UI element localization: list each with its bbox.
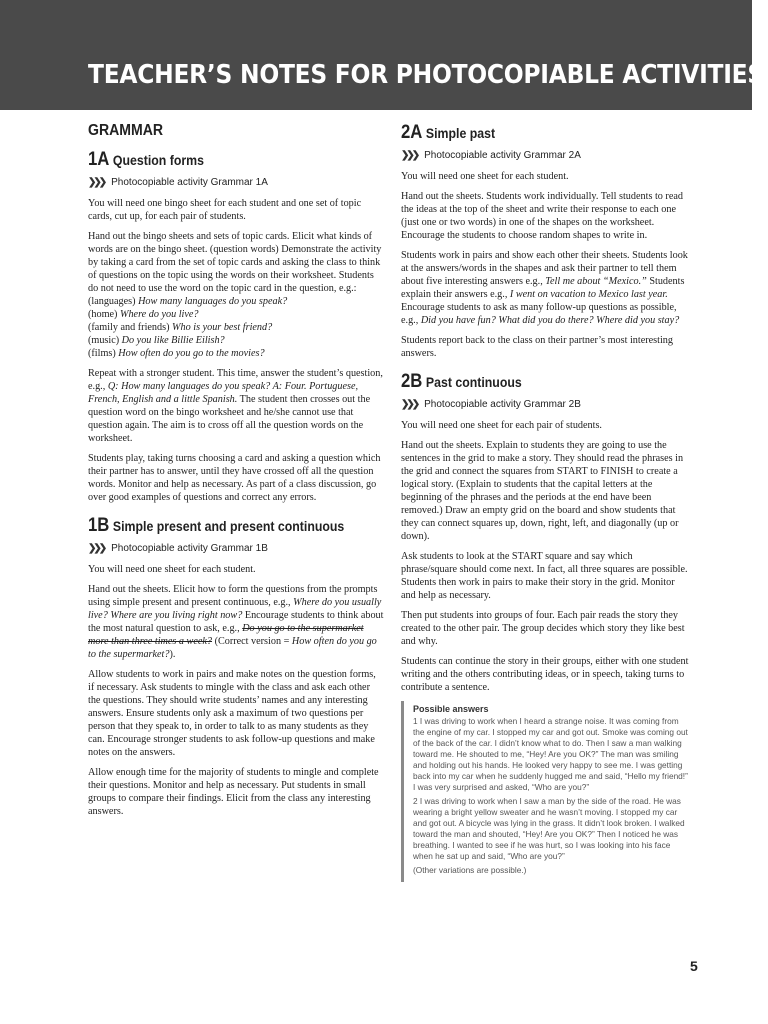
paragraph: Hand out the sheets. Students work individually. Tell students to read the ideas at the top of the sheet and write their response to each one (just one or two words) in one of the shapes on the worksheet. Encourage the students to choose random shapes to write in.: [401, 190, 683, 241]
activity-number: 2B: [401, 370, 423, 392]
activity-reference-1a: [88, 177, 384, 188]
possible-answers-title: Possible answers: [413, 703, 489, 714]
activity-number: 2A: [401, 122, 423, 143]
page-number: 5: [690, 958, 698, 974]
example-topic: (films): [88, 347, 119, 359]
paragraph: You will need one sheet for each pair of students.: [401, 419, 602, 431]
paragraph: Students can continue the story in their groups, either with one student writing and the others contributing ideas, or in speech, taking turns to contribute a sentence.: [401, 655, 689, 693]
example-dialogue: Q: How many languages do you speak? A: Four. Portuguese, French, English and a little Spanish.: [88, 380, 359, 405]
example-question: Where do you live?: [119, 308, 199, 320]
activity-title: Question forms: [112, 152, 204, 168]
activity-reference-label: Photocopiable activity Grammar 1B: [111, 542, 268, 554]
paragraph: [88, 583, 384, 661]
example: Did you have fun? What did you do there? Where did you stay?: [420, 314, 680, 326]
triple-chevron-icon: ❯❯❯: [88, 176, 105, 188]
possible-answers-box: [401, 701, 689, 882]
text: Hand out the sheets. Elicit how to form the questions from the prompts using simple present and present continuous, e.g.,: [88, 583, 378, 608]
triple-chevron-icon: ❯❯❯: [88, 542, 105, 554]
paragraph: You will need one bingo sheet for each student and one set of topic cards, cut up, for each pair of students.: [88, 197, 362, 222]
text: Hand out the bingo sheets and sets of topic cards. Elicit what kinds of words are on the bingo sheet. (question words) Demonstrate the activity by taking a card from the set of topic cards and asking the class to think of questions on the topic using the words on their worksheet. Students do not need to use the word on the topic card in the question, e.g.:: [88, 230, 382, 294]
activity-title: Simple past: [425, 125, 496, 141]
right-column: [401, 122, 689, 882]
header-banner: [0, 0, 764, 110]
paragraph: Allow enough time for the majority of students to mingle and complete their questions. Monitor and help as necessary. Put students in small groups to compare their findings. Elicit from the class any interesting answers.: [88, 766, 379, 817]
activity-reference-1b: [88, 543, 384, 554]
activity-title: Past continuous: [425, 373, 522, 390]
example-question: Who is your best friend?: [172, 321, 273, 333]
example-topic: (family and friends): [88, 321, 173, 333]
example-topic: (home): [88, 308, 120, 320]
activity-number: 1A: [88, 149, 110, 170]
activity-heading-2b: [401, 371, 654, 393]
struck-example: Do you go to the supermarket more than three times a week?: [88, 622, 364, 647]
paragraph: Then put students into groups of four. Each pair reads the story they created to the other pair. The group decides which story they like best and why.: [401, 609, 685, 647]
example-question: How often do you go to the movies?: [118, 347, 265, 359]
paragraph: [401, 249, 689, 327]
example-question: Where do you usually live? Where are you living right now?: [88, 596, 382, 621]
activity-reference-label: Photocopiable activity Grammar 2B: [424, 398, 581, 410]
paragraph: You will need one sheet for each student.: [401, 170, 569, 182]
example-topic: (music): [88, 334, 122, 346]
activity-reference-label: Photocopiable activity Grammar 2A: [424, 149, 581, 161]
example-topic: (languages): [88, 295, 139, 307]
text: The student then crosses out the question word on the bingo worksheet and he/she cannot use that question again. The aim is to cross off all the question words on the worksheet.: [88, 393, 371, 444]
paragraph: Hand out the sheets. Explain to students they are going to use the sentences in the grid to make a story. They should read the phrases in the grid and connect the squares from START to FINISH to create a logical story. (Explain to students that the capital letters at the beginning of the phrases and the periods at the end have been removed.) Draw an empty grid on the board and show students that they can connect squares up, down, right, left, and diagonally (up or down).: [401, 439, 684, 542]
triple-chevron-icon: ❯❯❯: [401, 398, 418, 410]
activity-reference-2b: [401, 399, 689, 410]
section-title-grammar: GRAMMAR: [88, 122, 164, 139]
text: ).: [169, 648, 176, 660]
paragraph: Students report back to the class on their partner’s most interesting answers.: [401, 334, 673, 359]
page-title: TEACHER’S NOTES FOR PHOTOCOPIABLE ACTIVITIES: [88, 60, 764, 90]
activity-title: Simple present and present continuous: [112, 517, 345, 534]
text: (Correct version =: [212, 635, 292, 647]
text: Encourage students to think about the most natural question to ask, e.g.,: [88, 609, 384, 634]
activity-heading-2a: [401, 122, 654, 144]
correct-example: How often do you go to the supermarket?: [88, 635, 377, 660]
activity-number: 1B: [88, 514, 110, 536]
text: Students explain their answers e.g.,: [401, 275, 685, 300]
example-question: How many languages do you speak?: [138, 295, 288, 307]
paragraph: [88, 367, 384, 445]
answer-item: 1 I was driving to work when I heard a strange noise. It was coming from the engine of my car. I stopped my car and got out. Smoke was coming out of the back of the car. I didn’t know what to do. Then I saw a man walking toward me. He shouted to me, “Hey! Are you OK?” The man was smiling and holding out his hands. He looked very happy to see me. I was getting back into my car when he suddenly hugged me and said, “Hello my friend!” I was very surprised and asked, “Who are you?”: [413, 715, 688, 792]
activity-reference-2a: [401, 150, 689, 161]
example-question: Do you like Billie Eilish?: [121, 334, 225, 346]
activity-reference-label: Photocopiable activity Grammar 1A: [111, 176, 268, 188]
left-column: [88, 122, 384, 825]
activity-heading-1a: [88, 149, 348, 171]
text: Students work in pairs and show each other their sheets. Students look at the answers/words in the shapes and ask their partner to tell them about five interesting answers e.g.,: [401, 249, 688, 287]
paragraph: Ask students to look at the START square and say which phrase/square should come next. In fact, all three squares are possible. Students then work in pairs to make their story in the grid. Monitor and help as necessary.: [401, 550, 688, 601]
answer-note: (Other variations are possible.): [413, 864, 527, 875]
text: Repeat with a stronger student. This time, answer the student’s question, e.g.,: [88, 367, 383, 392]
example: Tell me about “Mexico.”: [545, 275, 647, 287]
text: Encourage students to ask as many follow-up questions as possible, e.g.,: [401, 301, 677, 326]
example: I went on vacation to Mexico last year.: [509, 288, 668, 300]
triple-chevron-icon: ❯❯❯: [401, 149, 418, 161]
paragraph: Students play, taking turns choosing a card and asking a question which their partner has to answer, until they have crossed off all the question words. Monitor and help as necessary. As part of a class discussion, go over good examples of questions and correct any errors.: [88, 452, 381, 503]
answer-item: 2 I was driving to work when I saw a man by the side of the road. He was wearing a bright yellow sweater and he wasn’t moving. I stopped my car and got out. A bicycle was lying in the grass. It didn’t look broken. I walked toward the man and shouted, “Hey! Are you OK?” Then I noticed he was breathing. I wanted to see if he was hurt, so I was looking into his face when he sat up and said, “Who are you?”: [413, 795, 685, 861]
paragraph-instructions: [88, 230, 384, 360]
paragraph: Allow students to work in pairs and make notes on the question forms, if necessary. Ask students to mingle with the class and ask each other the questions. They should write students’ names and any interesting answers. Ensure students only ask a maximum of two questions per person that they speak to, in order to talk to as many students as they can. Encourage stronger students to ask follow-up questions and make notes on the answers.: [88, 668, 376, 758]
paragraph: You will need one sheet for each student.: [88, 563, 256, 575]
activity-heading-1b: [88, 515, 348, 537]
